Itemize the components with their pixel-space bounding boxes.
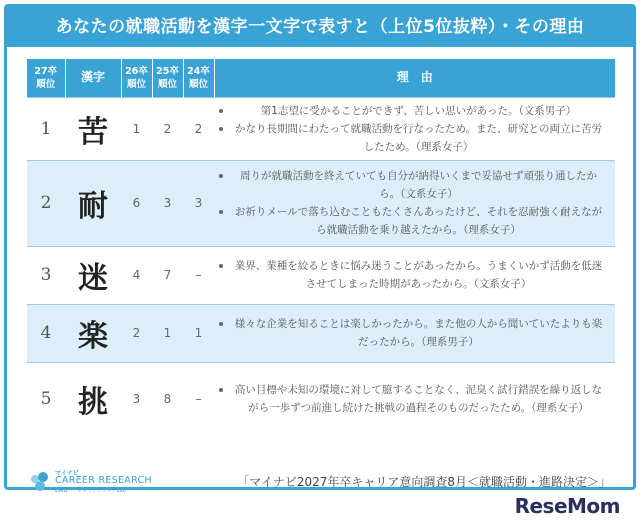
- rank-cell: 4: [27, 304, 65, 362]
- logo-line-4: キャリアリサーチLab: [77, 488, 126, 494]
- reason-list: [216, 102, 607, 156]
- rank-cell: 3: [27, 246, 65, 304]
- table-row: [27, 304, 615, 362]
- rank-25-cell: 1: [152, 304, 183, 362]
- reason-item: 様々な企業を知ることは楽しかったから。また他の人から聞いていたよりも楽だったから。（理系男子）: [216, 315, 607, 351]
- reasons-cell: [214, 246, 615, 304]
- rank-25-cell: 8: [152, 362, 183, 436]
- header-reason: 理 由: [214, 59, 615, 97]
- kanji-cell: 挑: [65, 362, 121, 436]
- reason-item: 第1志望に受かることができず、苦しい思いがあった。（文系男子）: [216, 102, 607, 120]
- logo-line-1: マイナビ: [55, 470, 79, 477]
- table-row: [27, 362, 615, 436]
- kanji-cell: 楽: [65, 304, 121, 362]
- reasons-cell: [214, 304, 615, 362]
- rank-cell: 1: [27, 97, 65, 160]
- infographic-frame: [4, 4, 636, 494]
- kanji-cell: 耐: [65, 160, 121, 246]
- reason-item: 周りが就職活動を終えていても自分が納得いくまで妥協せず頑張り通したから。（文系女子）: [216, 167, 607, 203]
- rank-24-cell: –: [183, 362, 214, 436]
- header-rank-25: 25卒 順位: [152, 59, 183, 97]
- table-row: [27, 160, 615, 246]
- rank-cell: 2: [27, 160, 65, 246]
- source-citation: 「マイナビ2027年卒キャリア意向調査8月＜就職活動・進路決定＞」: [237, 475, 611, 489]
- career-research-lab-logo: [29, 469, 152, 495]
- reasons-cell: [214, 160, 615, 246]
- reason-item: かなり長期間にわたって就職活動を行なったため。また、研究との両立に苦労したため。（理系女子）: [216, 120, 607, 156]
- header-rank-24: 24卒 順位: [183, 59, 214, 97]
- rank-26-cell: 6: [121, 160, 152, 246]
- table-row: [27, 97, 615, 160]
- reason-item: 業界、業種を絞るときに悩み迷うことがあったから。うまくいかず活動を低迷させてしまった時期があったから。（文系女子）: [216, 257, 607, 293]
- page-title: あなたの就職活動を漢字一文字で表すと（上位5位抜粋）・その理由: [7, 7, 633, 47]
- logo-mark-icon: [29, 471, 51, 493]
- reason-list: [216, 381, 607, 417]
- header-rank-26: 26卒 順位: [121, 59, 152, 97]
- reason-item: お祈りメールで落ち込むこともたくさんあったけど、それを忍耐強く耐えながら就職活動を乗り越えたから。（理系女子）: [216, 203, 607, 239]
- kanji-cell: 迷: [65, 246, 121, 304]
- reason-item: 高い目標や未知の環境に対して臆することなく、泥臭く試行錯誤を繰り返しながら一歩ずつ前進し続けた挑戦の過程そのものだったため。（理系女子）: [216, 381, 607, 417]
- rank-24-cell: 3: [183, 160, 214, 246]
- rank-24-cell: 1: [183, 304, 214, 362]
- rank-26-cell: 2: [121, 304, 152, 362]
- reasons-cell: [214, 362, 615, 436]
- header-rank-27: 27卒 順位: [27, 59, 65, 97]
- rank-24-cell: –: [183, 246, 214, 304]
- ranking-table: [27, 59, 615, 436]
- table-header-row: [27, 59, 615, 97]
- rank-24-cell: 2: [183, 97, 214, 160]
- reason-list: [216, 315, 607, 351]
- rank-26-cell: 1: [121, 97, 152, 160]
- reason-list: [216, 167, 607, 239]
- header-kanji: 漢字: [65, 59, 121, 97]
- reasons-cell: [214, 97, 615, 160]
- rank-26-cell: 3: [121, 362, 152, 436]
- rank-cell: 5: [27, 362, 65, 436]
- rank-25-cell: 7: [152, 246, 183, 304]
- rank-25-cell: 2: [152, 97, 183, 160]
- kanji-cell: 苦: [65, 97, 121, 160]
- rank-26-cell: 4: [121, 246, 152, 304]
- rank-25-cell: 3: [152, 160, 183, 246]
- resemom-watermark: ReseMom: [514, 494, 620, 518]
- logo-line-3: LAB: [55, 486, 68, 494]
- logo-line-2: CAREER RESEARCH: [55, 475, 152, 486]
- table-row: [27, 246, 615, 304]
- reason-list: [216, 257, 607, 293]
